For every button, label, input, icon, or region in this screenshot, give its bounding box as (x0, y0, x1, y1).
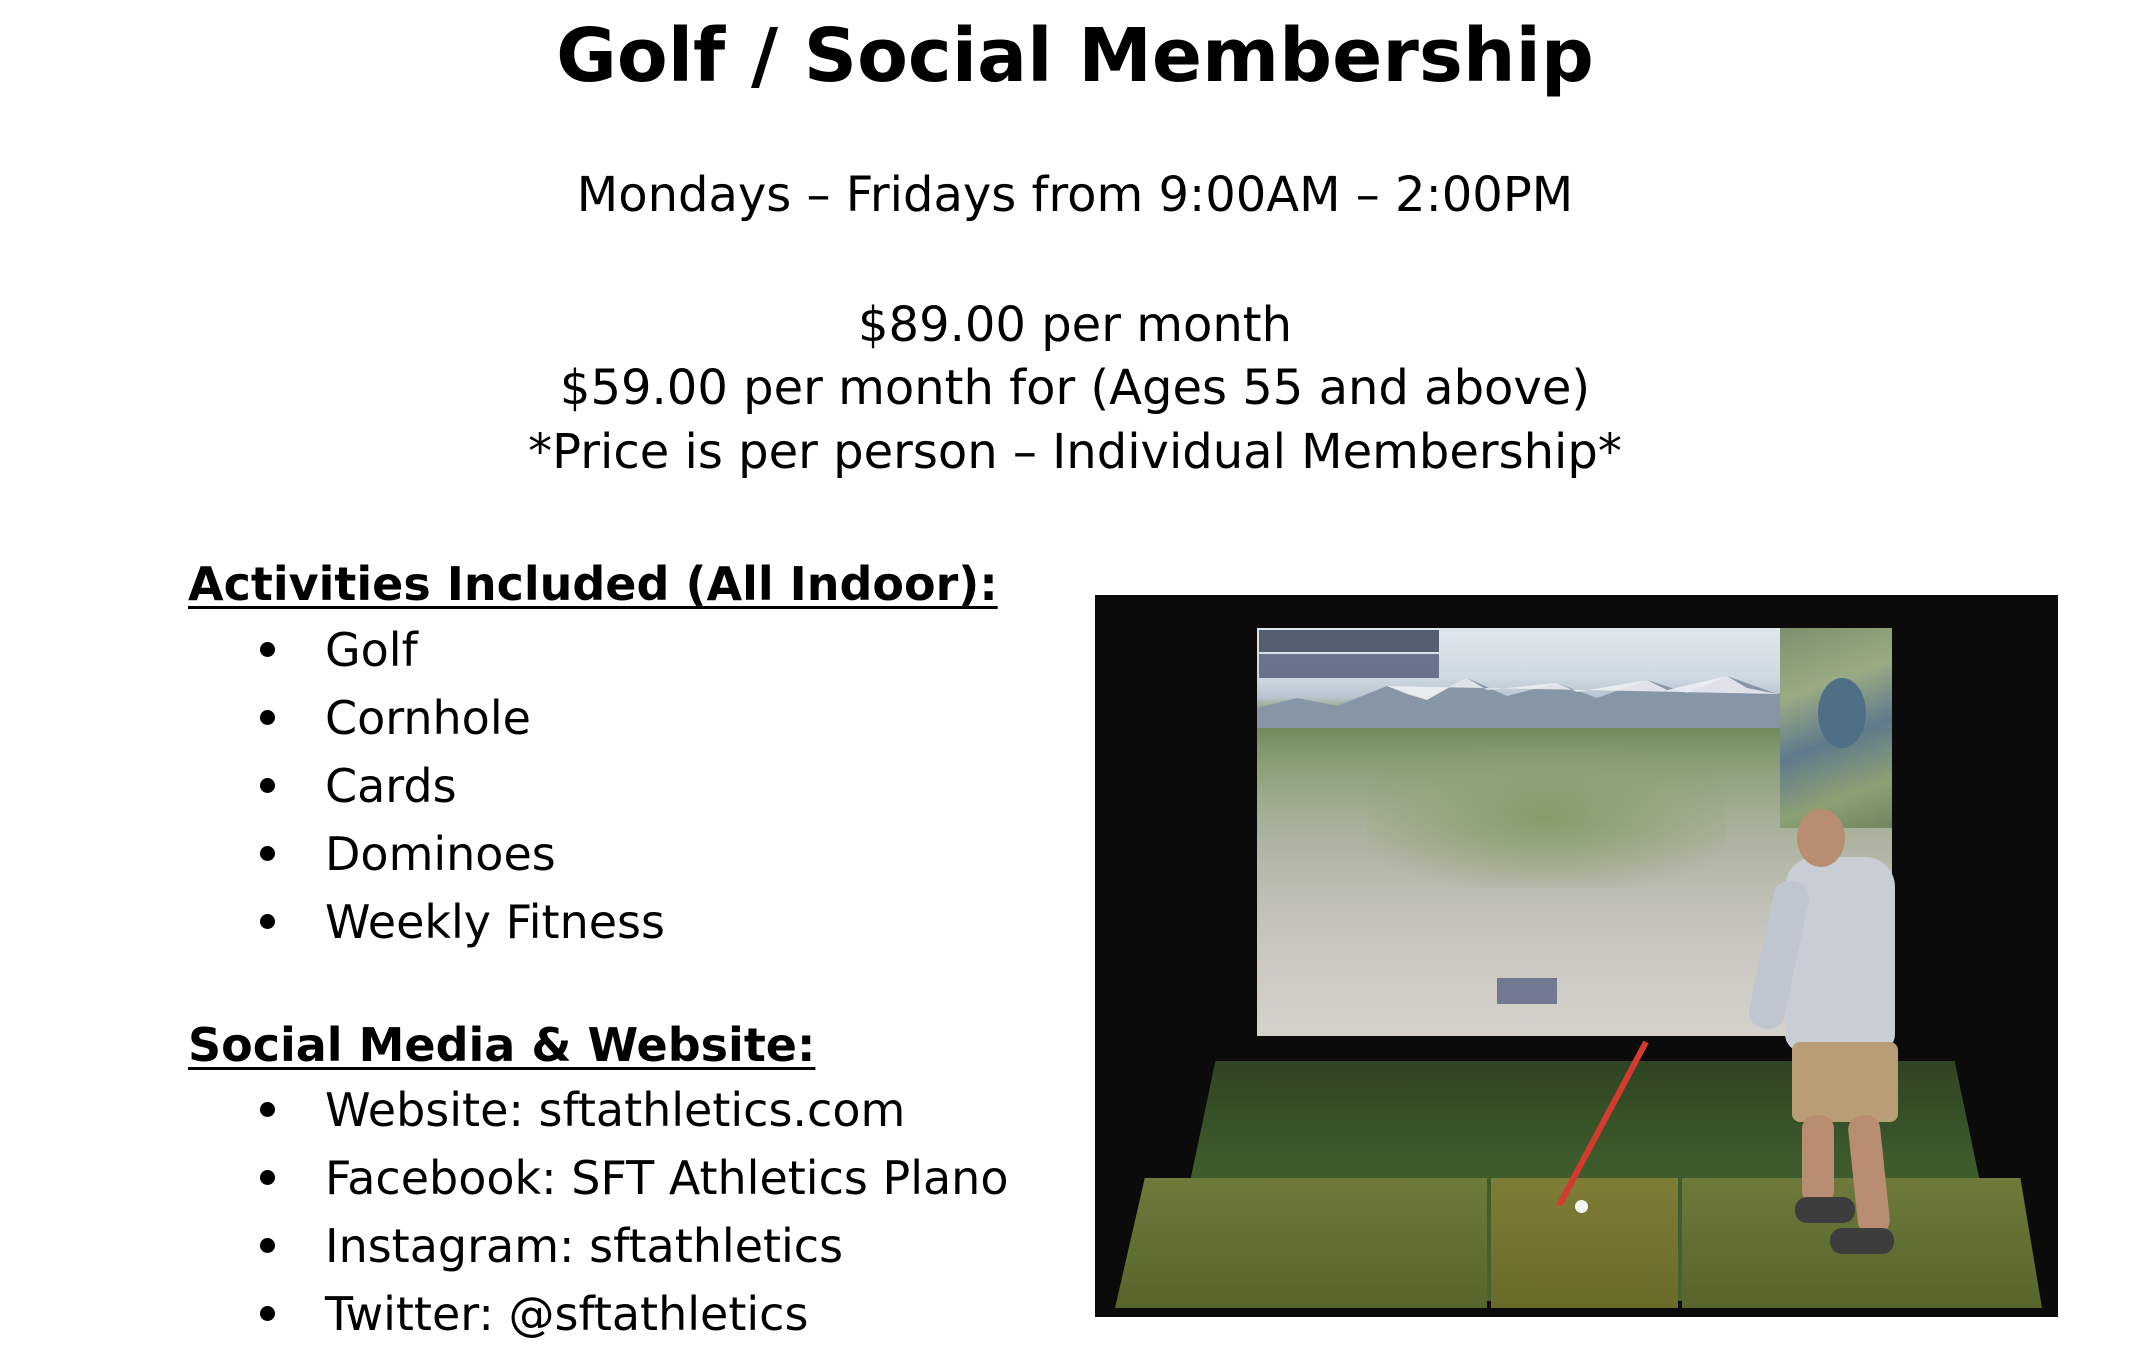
golfer-shoe (1795, 1197, 1855, 1223)
bullet-icon (260, 914, 275, 929)
schedule-text: Mondays – Fridays from 9:00AM – 2:00PM (576, 167, 1574, 223)
activities-heading: Activities Included (All Indoor): (188, 557, 998, 611)
fairway-graphic (1367, 748, 1727, 888)
bullet-icon (260, 778, 275, 793)
standard-price: $89.00 per month (858, 297, 1292, 353)
bullet-icon (260, 1170, 275, 1185)
price-note: *Price is per person – Individual Membership* (528, 424, 1622, 480)
bullet-icon (260, 1306, 275, 1321)
hole-info-hud (1259, 630, 1439, 652)
hitting-mat-left (1115, 1178, 1487, 1308)
golfer-shoe (1830, 1228, 1894, 1254)
golfer-leg (1802, 1115, 1834, 1205)
hitting-mat-center (1491, 1178, 1678, 1308)
bullet-icon (260, 1102, 275, 1117)
golfer-shorts (1792, 1042, 1898, 1122)
minimap-water (1818, 678, 1866, 748)
golfer-head (1797, 809, 1845, 867)
golf-simulator-photo (1095, 595, 2058, 1317)
distance-hud (1497, 978, 1557, 1004)
player-info-hud (1259, 654, 1439, 678)
social-heading: Social Media & Website: (188, 1018, 816, 1072)
bullet-icon (260, 710, 275, 725)
bullet-icon (260, 1238, 275, 1253)
bullet-icon (260, 846, 275, 861)
bullet-icon (260, 642, 275, 657)
golf-ball (1575, 1200, 1588, 1213)
senior-price: $59.00 per month for (Ages 55 and above) (559, 360, 1591, 416)
page-title: Golf / Social Membership (556, 13, 1594, 99)
course-minimap (1780, 628, 1892, 828)
